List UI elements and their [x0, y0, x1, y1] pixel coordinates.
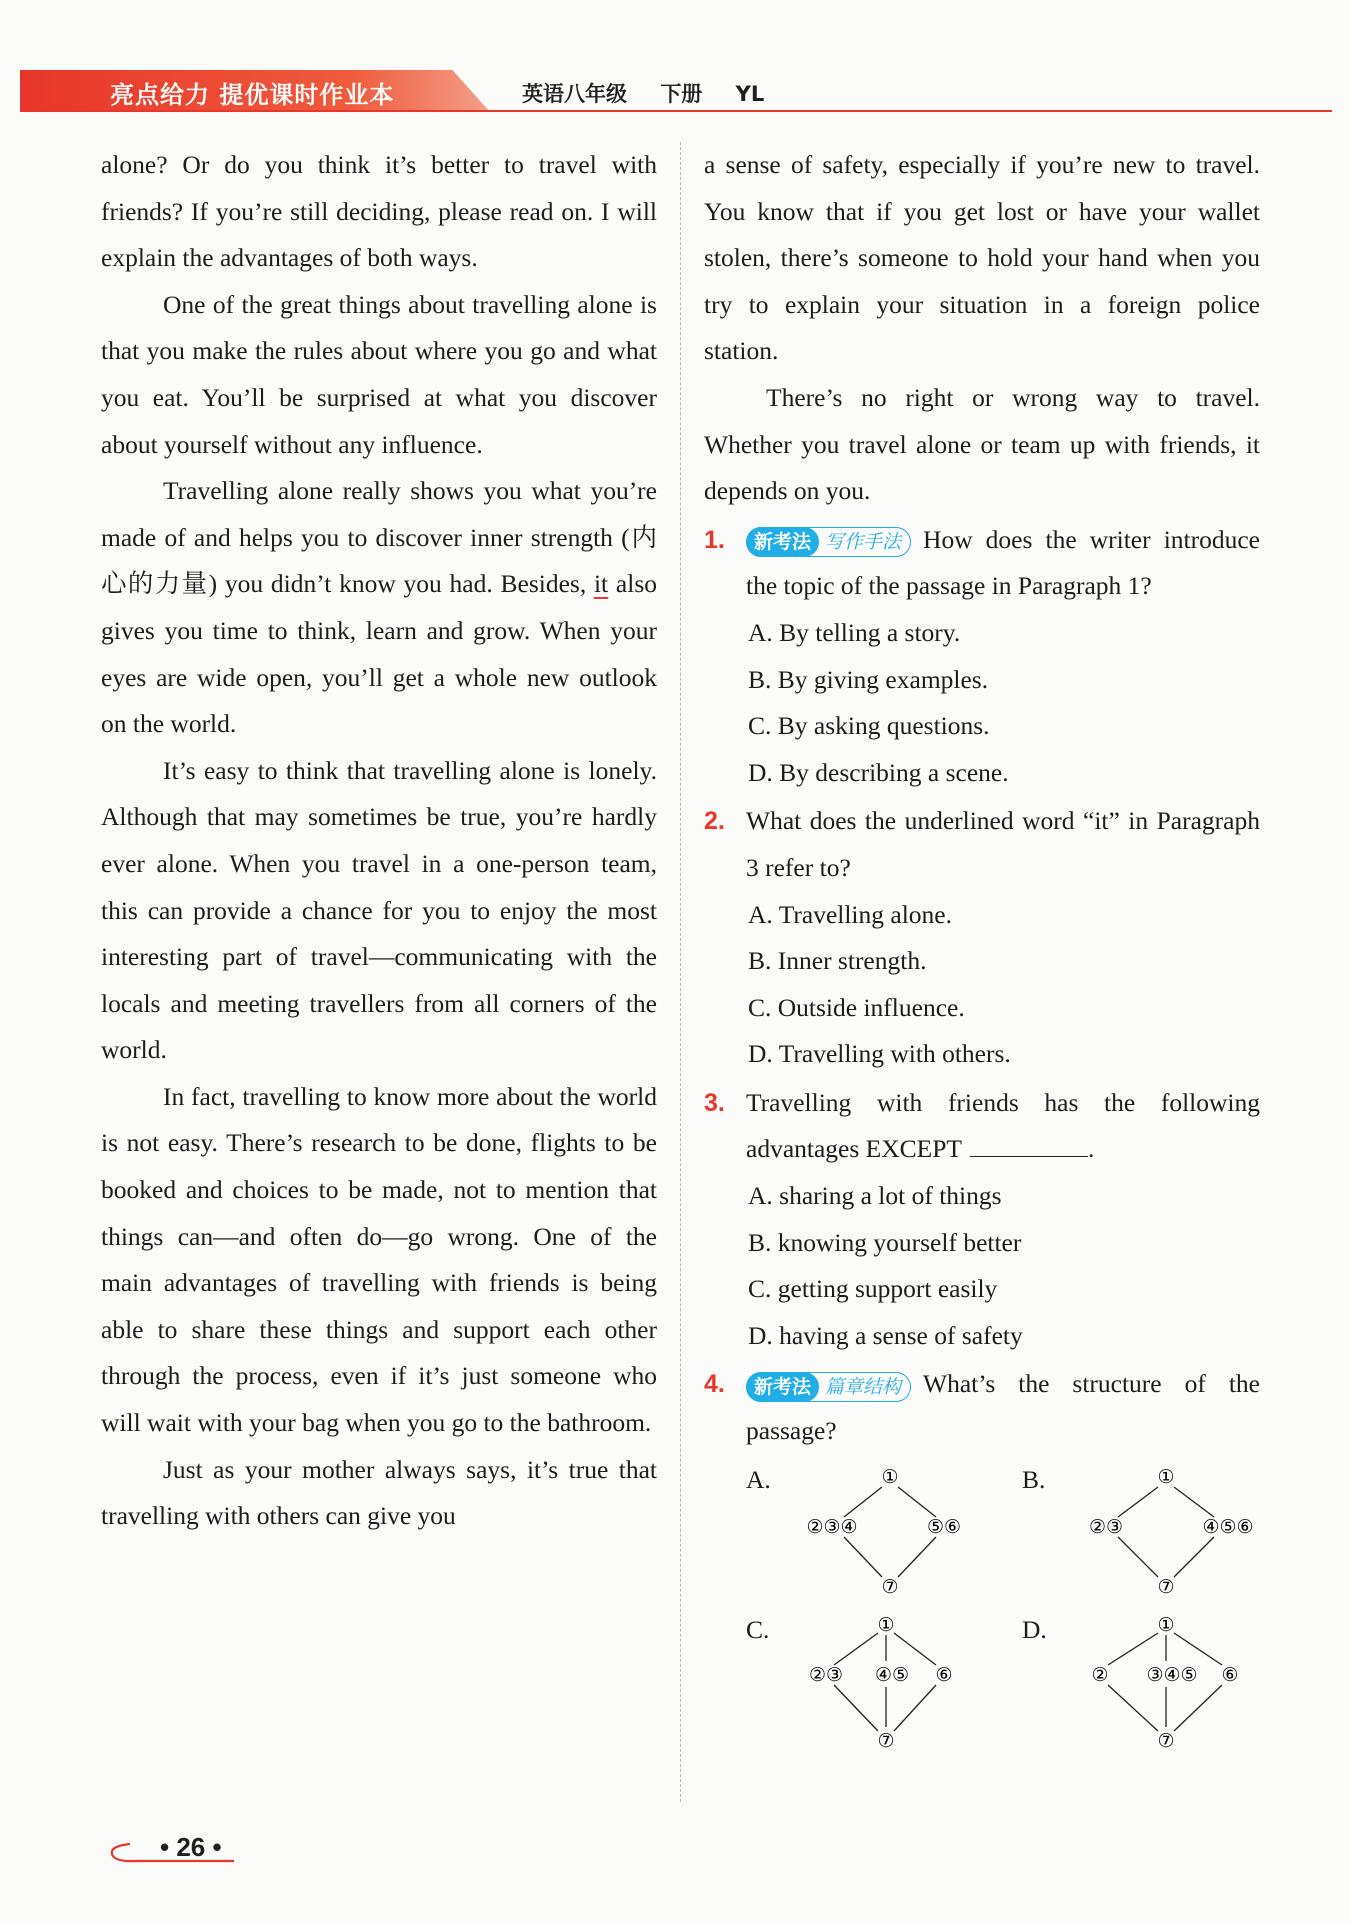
answer-blank[interactable] [970, 1130, 1088, 1157]
paragraph-7: There’s no right or wrong way to travel. Whether you travel alone or team up with friends, it depends on you. [704, 382, 1260, 506]
diagram-option-b[interactable] [1022, 1465, 1282, 1615]
node-left: ② [1091, 1663, 1109, 1686]
node-left: ②③ [808, 1663, 844, 1686]
passage-left-column [101, 142, 657, 1540]
question-text: Travelling with friends has the following advantages EXCEPT [746, 1087, 1260, 1164]
question-number: 3. [704, 1088, 725, 1117]
book-info [522, 78, 790, 108]
diagram-label: B. [1022, 1464, 1046, 1494]
paragraph-3-part-b: also gives you time to think, learn and grow. When your eyes are wide open, you’ll get a whole new outlook on the world. [101, 569, 657, 739]
paragraph-6: Just as your mother always says, it’s true that travelling with others can give you [101, 1454, 657, 1531]
series-title: 亮点给力 提优课时作业本 [110, 81, 395, 109]
node-top: ① [1157, 1614, 1175, 1636]
paragraph-3-part-a: Travelling alone really shows you what you’re made of and helps you to discover inner strength (内心的力量) you didn’t know you had. Besides, [101, 476, 657, 599]
option-d[interactable]: D. By describing a scene. [748, 757, 1009, 787]
option-d[interactable]: D. Travelling with others. [748, 1039, 1011, 1069]
structure-diagram-c [786, 1615, 1006, 1765]
question-stem [746, 517, 1260, 610]
structure-diagram-b [1062, 1465, 1282, 1615]
option-d[interactable]: D. having a sense of safety [748, 1320, 1023, 1350]
question-3 [704, 1080, 1260, 1360]
structure-diagrams [746, 1459, 1260, 1759]
question-1 [704, 517, 1260, 797]
node-right: ④⑤⑥ [1202, 1515, 1254, 1538]
header-rule [20, 110, 1332, 112]
structure-diagram-a [786, 1465, 1006, 1615]
node-top: ① [881, 1465, 899, 1488]
option-c[interactable]: C. Outside influence. [748, 992, 965, 1022]
node-bottom: ⑦ [881, 1575, 899, 1598]
question-stem [746, 1361, 1260, 1454]
badge-new-label: 新考法 [746, 1372, 819, 1402]
option-a[interactable]: A. Travelling alone. [748, 899, 952, 929]
diagram-label: D. [1022, 1614, 1047, 1644]
question-text: What’s the structure of the passage? [746, 1369, 1260, 1446]
node-right: ⑥ [935, 1663, 953, 1686]
passage-right-column [704, 142, 1260, 1759]
node-bottom: ⑦ [1157, 1575, 1175, 1598]
question-number: 1. [704, 525, 725, 554]
paragraph-4: It’s easy to think that travelling alone is lonely. Although that may sometimes be true, you’re hardly ever alone. When you travel in a one-person team, this can provide a chance for you to enjoy the most interesting part of travel—communicating with the locals and meeting travellers from all corners of the world. [101, 755, 657, 1065]
node-top: ① [1157, 1465, 1175, 1488]
subject-label: 英语八年级 [522, 82, 627, 106]
node-mid: ③④⑤ [1146, 1663, 1198, 1686]
question-4 [704, 1361, 1260, 1758]
node-right: ⑤⑥ [926, 1515, 962, 1538]
edition-label: YL [735, 82, 765, 106]
node-bottom: ⑦ [1157, 1729, 1175, 1752]
question-text: What does the underlined word “it” in Paragraph 3 refer to? [746, 806, 1260, 882]
page-number: • 26 • [160, 1832, 222, 1862]
paragraph-2: One of the great things about travelling alone is that you make the rules about where you go and what you eat. You’ll be surprised at what you discover about yourself without any influence. [101, 289, 657, 459]
question-stem [746, 1080, 1260, 1173]
diagram-label: A. [746, 1464, 771, 1494]
diagram-label: C. [746, 1614, 770, 1644]
question-2 [704, 798, 1260, 1078]
diagram-option-d[interactable] [1022, 1615, 1282, 1765]
option-b[interactable]: B. Inner strength. [748, 946, 927, 976]
column-divider [680, 142, 681, 1802]
option-a[interactable]: A. sharing a lot of things [748, 1181, 1002, 1211]
option-c[interactable]: C. By asking questions. [748, 711, 990, 741]
volume-label: 下册 [660, 82, 703, 106]
page-header [20, 70, 1332, 112]
paragraph-5: In fact, travelling to know more about the world is not easy. There’s research to be done, flights to be booked and choices to be made, not to mention that things can—and often do—go wrong. One of the main advantages of travelling with friends is being able to share these things and support each other through the process, even if it’s just someone who will wait with your bag when you go to the bathroom. [101, 1081, 657, 1438]
node-mid: ④⑤ [874, 1663, 910, 1686]
new-method-badge [746, 527, 911, 557]
paragraph-6-continued: a sense of safety, especially if you’re new to travel. You know that if you get lost or have your wallet stolen, there’s someone to hold your hand when you try to explain your situation in a foreign police station. [704, 150, 1260, 366]
badge-type-label: 篇章结构 [825, 1375, 902, 1398]
new-method-badge [746, 1372, 911, 1402]
node-left: ②③④ [806, 1515, 858, 1538]
option-b[interactable]: B. By giving examples. [748, 664, 989, 694]
question-number: 2. [704, 807, 725, 836]
question-number: 4. [704, 1370, 725, 1399]
badge-type-label: 写作手法 [825, 530, 902, 553]
node-top: ① [877, 1614, 895, 1636]
paragraph-1: alone? Or do you think it’s better to travel with friends? If you’re still deciding, please read on. I will explain the advantages of both ways. [101, 150, 657, 273]
option-b[interactable]: B. knowing yourself better [748, 1227, 1022, 1257]
node-bottom: ⑦ [877, 1729, 895, 1752]
underlined-word-it: it [593, 569, 609, 599]
node-right: ⑥ [1221, 1663, 1239, 1686]
badge-new-label: 新考法 [746, 527, 819, 557]
paragraph-3 [101, 468, 657, 748]
node-left: ②③ [1088, 1515, 1124, 1538]
structure-diagram-d [1062, 1615, 1282, 1765]
diagram-option-c[interactable] [746, 1615, 1006, 1765]
option-c[interactable]: C. getting support easily [748, 1274, 998, 1304]
question-stem-end: . [1088, 1134, 1095, 1164]
question-text: How does the writer introduce the topic of the passage in Paragraph 1? [746, 524, 1260, 601]
diagram-option-a[interactable] [746, 1465, 1006, 1615]
option-a[interactable]: A. By telling a story. [748, 617, 961, 647]
